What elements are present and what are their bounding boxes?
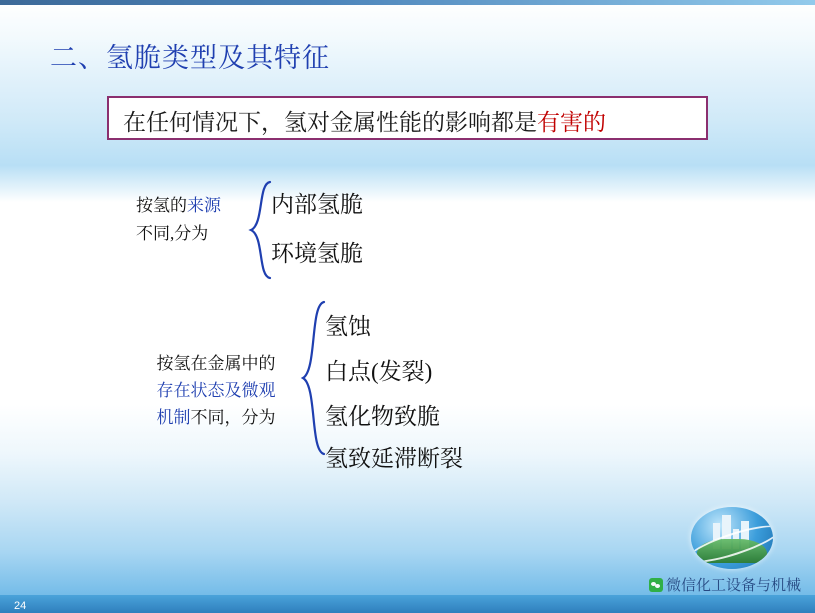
globe-city-icon (691, 507, 773, 569)
group2-item-2: 氢化物致脆 (325, 404, 440, 429)
callout-text-highlight: 有害的 (537, 110, 606, 135)
group1-label-line2: 不同,分为 (136, 224, 209, 243)
bottom-decoration-band (0, 595, 815, 613)
group2-label-line3-plain: 不同，分为 (190, 408, 276, 427)
page-title: 二、氢脆类型及其特征 (50, 43, 330, 73)
group1-label (136, 192, 221, 248)
group1-item-1: 环境氢脆 (271, 241, 363, 266)
group1-label-line1-blue: 来源 (187, 196, 221, 215)
callout-text-main: 在任何情况下，氢对金属性能的影响都是 (123, 110, 537, 135)
group1-item-0: 内部氢脆 (271, 192, 363, 217)
group2-item-0: 氢蚀 (325, 314, 371, 339)
group1-label-line1-plain: 按氢的 (136, 196, 187, 215)
watermark-text-row (649, 574, 801, 595)
group2-item-1: 白点(发裂) (325, 359, 433, 384)
brace-group2 (300, 300, 328, 456)
callout-box (107, 96, 708, 140)
page-number: 24 (14, 600, 27, 612)
group2-item-3: 氢致延滞断裂 (325, 446, 463, 471)
group2-label (136, 350, 296, 431)
group2-label-line2: 存在状态及微观 (156, 381, 276, 400)
group2-label-line3-blue: 机制 (156, 408, 191, 427)
group2-label-line1: 按氢在金属中的 (156, 354, 276, 373)
watermark-logo-group (597, 507, 807, 597)
watermark-text: 微信化工设备与机械 (665, 578, 801, 594)
top-decoration-band (0, 0, 815, 5)
group1-label-line1 (136, 192, 221, 220)
wechat-icon (649, 578, 663, 592)
group2-label-line3 (136, 404, 296, 431)
callout-text (123, 104, 606, 137)
